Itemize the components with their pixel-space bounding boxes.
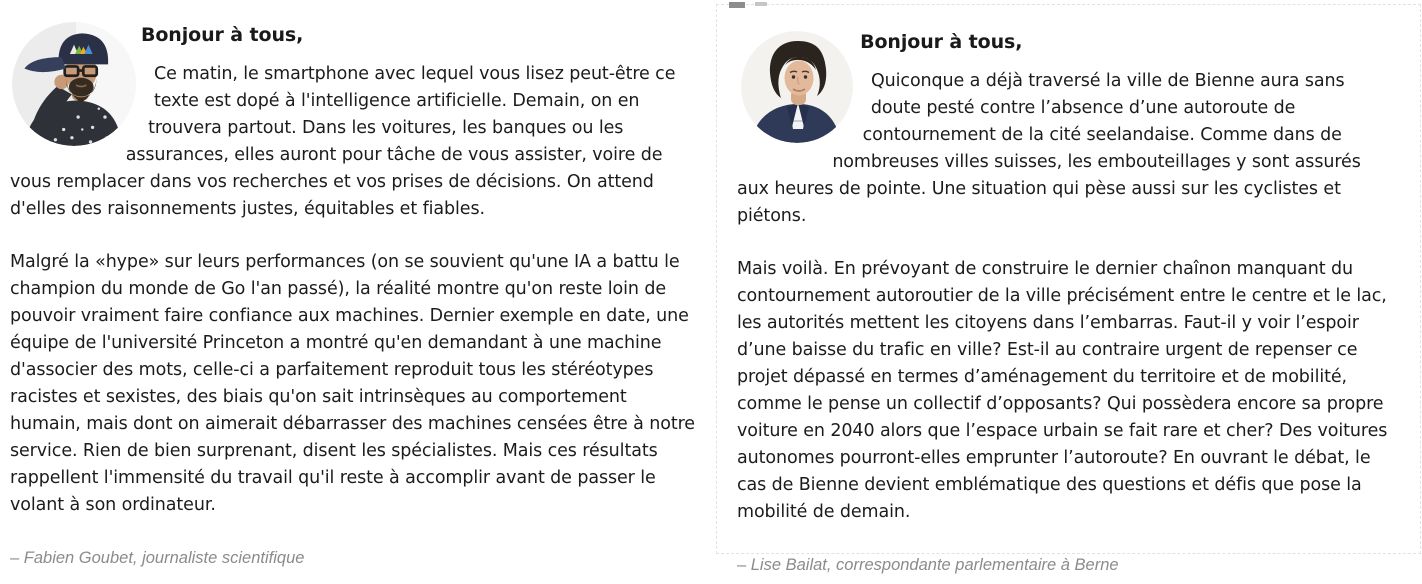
editorial-left-paragraph-1: Ce matin, le smartphone avec lequel vous lisez peut-être ce texte est dopé à l'intelligence artificielle. Demain, on en trouvera partout. Dans les voitures, les banques ou les assurances, elles auront pour tâche de vous assister, voire de vous remplacer dans vos recherches et vos prises de décisions. On attend d'elles des raisonnements justes, équitables et fiables. [10, 64, 676, 219]
author-attribution-left: – Fabien Goubet, journaliste scientifique [10, 549, 305, 567]
man-cap-glasses-portrait-icon [12, 22, 136, 146]
editorial-right-paragraph-1: Quiconque a déjà traversé la ville de Bienne aura sans doute pesté contre l’absence d’une autoroute de contournement de la cité seelandaise. Comme dans de nombreuses villes suisses, les embouteillages y sont assurés aux heures de pointe. Une situation qui pèse aussi sur les cyclistes et piétons. [737, 71, 1361, 226]
cropped-content-fragment [729, 2, 767, 8]
cropped-glyph-fragment [755, 2, 767, 6]
author-attribution-right: – Lise Bailat, correspondante parlementaire à Berne [737, 556, 1119, 574]
greeting-left: Bonjour à tous, [140, 24, 304, 46]
greeting-right: Bonjour à tous, [860, 31, 1023, 53]
avatar-lise-bailat [741, 31, 853, 143]
editorial-right-paragraph-2: Mais voilà. En prévoyant de construire le dernier chaînon manquant du contournement autoroutier de la ville précisément entre le centre et le lac, les autorités mettent les citoyens dans l’embarras. Faut-il y voir l’espoir d’une baisse du trafic en ville? Est-il au contraire urgent de repenser ce projet dépassé en termes d’aménagement du territoire et de mobilité, comme le pense un collectif d’opposants? Qui possèdera encore sa propre voiture en 2040 alors que l’espace urbain se fait rare et cher? Des voitures autonomes pourront-elles emprunter l’autoroute? En ouvrant le débat, le cas de Bienne devient emblématique des questions et défis que pose la mobilité de demain. [737, 259, 1388, 522]
editorial-left [0, 0, 710, 584]
cropped-glyph-fragment [729, 2, 745, 8]
avatar-fabien-goubet [12, 22, 136, 146]
editorial-right [716, 4, 1421, 574]
editorial-left-paragraph-2: Malgré la «hype» sur leurs performances (on se souvient qu'une IA a battu le champion du monde de Go l'an passé), la réalité montre qu'on reste loin de pouvoir vraiment faire confiance aux machines. Dernier exemple en date, une équipe de l'université Princeton a montré qu'en demandant à une machine d'associer des mots, celle-ci a parfaitement reproduit tous les stéréotypes racistes et sexistes, des biais qu'on sait intrinsèques au comportement humain, mais dont on aimerait débarrasser des machines censées être à notre service. Rien de bien surprenant, disent les spécialistes. Mais ces résultats rappellent l'immensité du travail qu'il reste à accomplir avant de passer le volant à son ordinateur. [10, 252, 695, 515]
woman-bob-haircut-portrait-icon [741, 31, 853, 143]
